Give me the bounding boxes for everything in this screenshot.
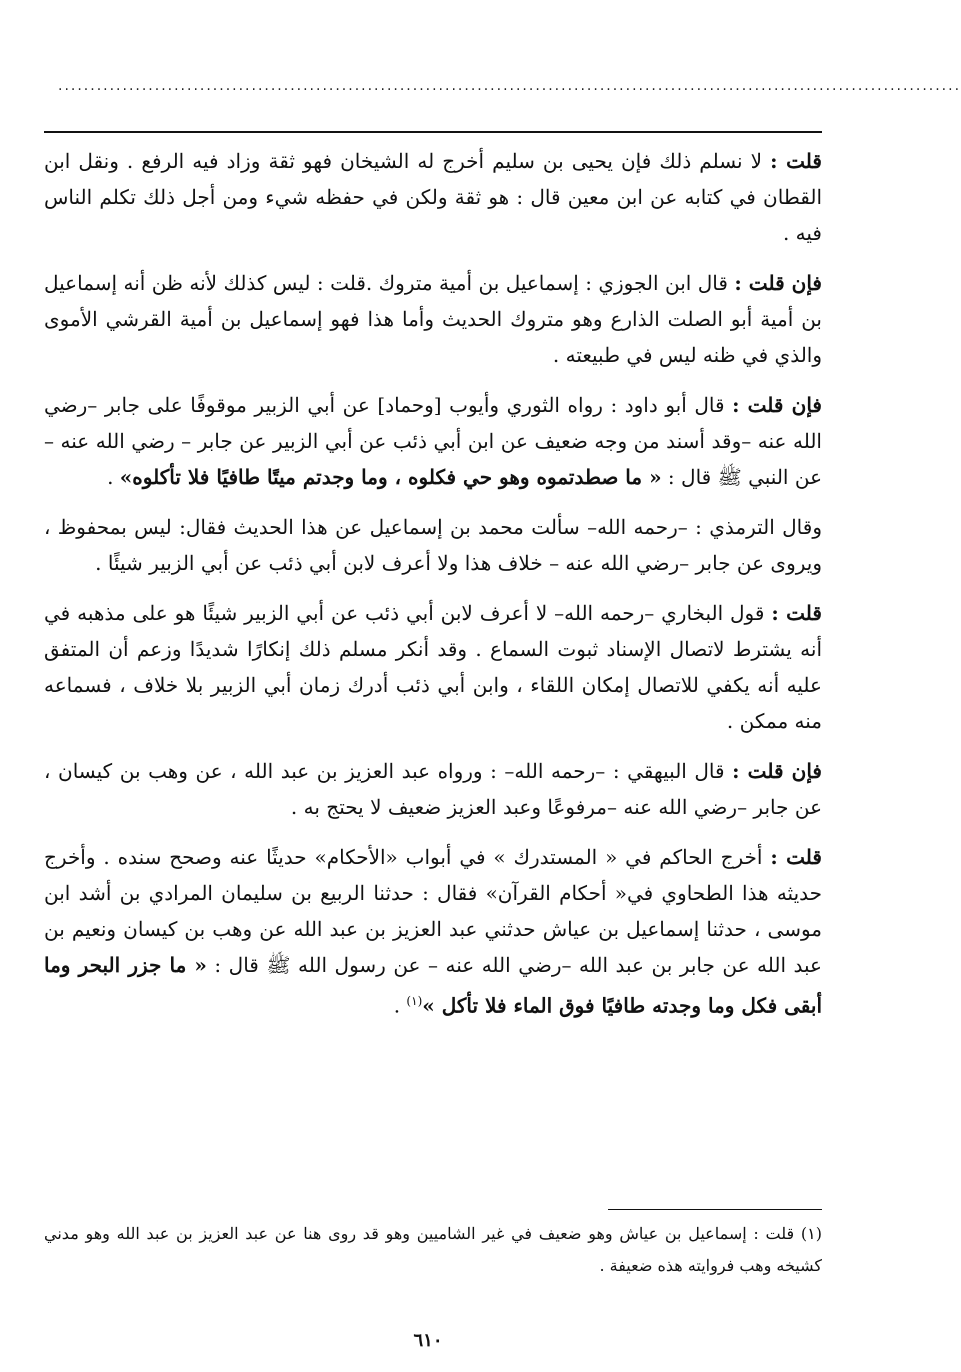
main-text bbox=[44, 143, 822, 1038]
footnote-reference[interactable]: (١) bbox=[406, 994, 423, 1008]
paragraph-tail: . bbox=[107, 465, 120, 489]
paragraph bbox=[44, 509, 822, 581]
paragraph-label: فإن قلت : bbox=[732, 393, 822, 417]
paragraph bbox=[44, 387, 822, 495]
paragraph bbox=[44, 753, 822, 825]
paragraph-text: لا نسلم ذلك فإن يحيى بن سليم أخرج له الشيخان فهو ثقة وزاد فيه الرفع . ونقل ابن القطان في كتابه عن ابن معين قال : هو ثقة ولكن في حفظه شيء ومن أجل ذلك تكلم الناس فيه . bbox=[44, 149, 822, 245]
paragraph-label: فإن قلت : bbox=[734, 271, 822, 295]
paragraph-text: قال البيهقي : –رحمه الله– : ورواه عبد العزيز بن عبد الله ، عن وهب بن كيسان ، عن جابر –رضي الله عنه –مرفوعًا وعبد العزيز ضعيف لا يحتج به . bbox=[44, 759, 822, 819]
paragraph-label: قلت : bbox=[770, 149, 822, 173]
paragraph-text: وقال الترمذي : –رحمه الله– سألت محمد بن إسماعيل عن هذا الحديث فقال: ليس بمحفوظ ، ويروى عن جابر –رضي الله عنه – خلاف هذا ولا أعرف لابن أبي ذئب عن أبي الزبير شيئًا . bbox=[44, 515, 822, 575]
paragraph bbox=[44, 595, 822, 739]
paragraph bbox=[44, 839, 822, 1024]
paragraph-label: فإن قلت : bbox=[732, 759, 822, 783]
paragraph-text: قول البخاري –رحمه الله– لا أعرف لابن أبي ذئب عن أبي الزبير شيئًا هو على مذهبه في أنه يشترط لاتصال الإسناد ثبوت السماع . وقد أنكر مسلم ذلك إنكارًا شديدًا وزعم أن المتفق عليه أنه يكفي للاتصال إمكان اللقاء ، وابن أبي ذئب أدرك زمان أبي الزبير بلا خلاف ، فسماعه منه ممكن . bbox=[44, 601, 822, 733]
page-number: ٦١٠ bbox=[413, 1330, 443, 1351]
paragraph-text: أخرج الحاكم في « المستدرك » في أبواب «الأحكام» حديثًا عنه وصحح سنده . وأخرج حديثه هذا الطحاوي في« أحكام القرآن» فقال : حدثنا الربيع بن سليمان المرادي بن أشد ابن موسى ، حدثنا إسماعيل بن عياش حدثني عبد العزيز بن عبد الله عن وهب بن كيسان ونعيم بن عبد الله عن جابر بن عبد الله –رضي الله عنه – عن رسول الله ﷺ قال : bbox=[44, 845, 822, 977]
paragraph bbox=[44, 265, 822, 373]
paragraph-text: قال أبو داود : رواه الثوري وأيوب [وحماد] عن أبي الزبير موقوفًا على جابر –رضي الله عنه –وقد أسند من وجه ضعيف عن ابن أبي ذئب عن أبي الزبير عن جابر – رضي الله عنه – عن النبي ﷺ قال : bbox=[44, 393, 822, 489]
paragraph-text: قال ابن الجوزي : إسماعيل بن أمية متروك .قلت : ليس كذلك لأنه ظن أنه إسماعيل بن أمية أبو الصلت الذارع وهو متروك الحديث وأما هذا فهو إسماعيل بن أمية القرشي الأموى والذي في ظنه ليس في طبيعته . bbox=[44, 271, 822, 367]
paragraph-tail: . bbox=[393, 993, 407, 1018]
paragraph bbox=[44, 143, 822, 251]
header-dotted-line: ............................................................................................................................................ bbox=[58, 78, 961, 94]
paragraph-label: قلت : bbox=[771, 601, 822, 625]
footnote: (١) قلت : إسماعيل بن عياش وهو ضعيف في غير الشاميين وهو قد روى هنا عن عبد العزيز بن عبد الله وهو مدني كشيخه وهب فروايته هذه ضعيفة . bbox=[44, 1224, 822, 1275]
hadith-quote: « ما جزر البحر وما أبقى فكل وما وجدته طافيًا فوق الماء فلا تأكل » bbox=[44, 953, 822, 1018]
paragraph-label: قلت : bbox=[770, 845, 822, 869]
footnote-rule bbox=[608, 1209, 822, 1210]
header-rule bbox=[44, 131, 822, 133]
hadith-quote: « ما صطدتموه وهو حي فكلوه ، وما وجدتم ميتًا طافيًا فلا تأكلوه» bbox=[119, 465, 662, 489]
